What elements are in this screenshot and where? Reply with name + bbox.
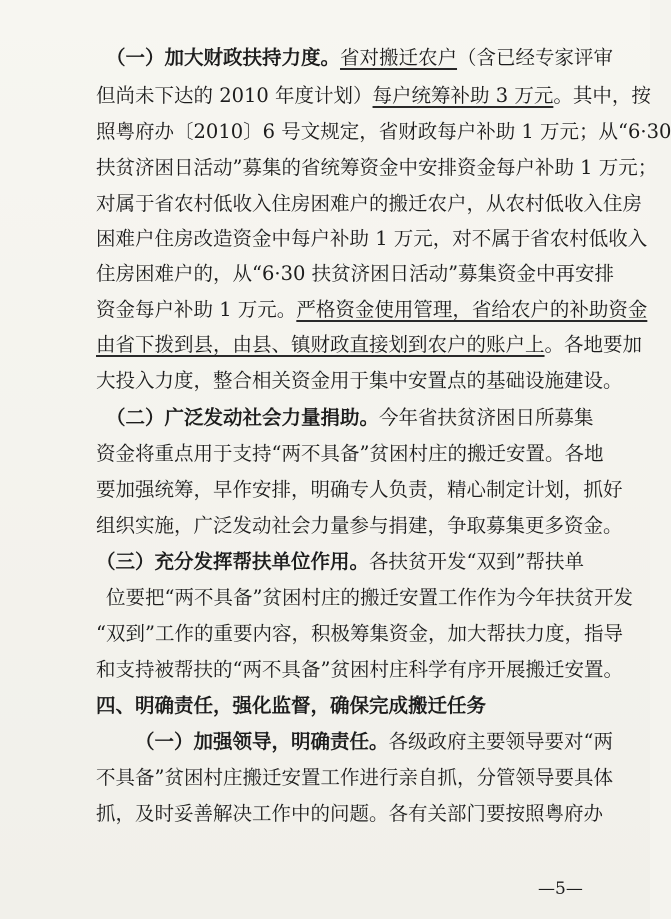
paragraph-line: 大投入力度，整合相关资金用于集中安置点的基础设施建设。 <box>96 369 623 392</box>
underlined-text: 严格资金使用管理，省给农户的补助资金 <box>296 298 648 321</box>
paragraph-line: 扶贫济困日活动”募集的省统筹资金中安排资金每户补助 1 万元； <box>96 156 658 179</box>
underlined-text: 由省下拨到县，由县、镇财政直接划到农户的账户上 <box>96 333 545 356</box>
paragraph-line: 资金每户补助 1 万元。严格资金使用管理，省给农户的补助资金 <box>96 298 648 321</box>
paragraph-line: 困难户住房改造资金中每户补助 1 万元，对不属于省农村低收入 <box>96 227 648 250</box>
paragraph-line: 位要把“两不具备”贫困村庄的搬迁安置工作作为今年扶贫开发 <box>106 586 633 609</box>
paragraph-line: 由省下拨到县，由县、镇财政直接划到农户的账户上。各地要加 <box>96 333 643 356</box>
paragraph-line: 住房困难户的，从“6·30 扶贫济困日活动”募集资金中再安排 <box>96 262 615 285</box>
chapter-heading: 四、明确责任，强化监督，确保完成搬迁任务 <box>96 694 487 717</box>
paragraph-line: 和支持被帮扶的“两不具备”贫困村庄科学有序开展搬迁安置。 <box>96 658 623 681</box>
underlined-text: 每户统筹补助 3 万元 <box>372 84 554 107</box>
paragraph-line: （三）充分发挥帮扶单位作用。各扶贫开发“双到”帮扶单 <box>96 550 584 573</box>
paragraph-line: （一）加大财政扶持力度。省对搬迁农户（含已经专家评审 <box>106 46 614 69</box>
paragraph-line: 组织实施，广泛发动社会力量参与捐建，争取募集更多资金。 <box>96 514 623 537</box>
section-heading: （一）加强领导，明确责任。 <box>135 730 389 753</box>
section-heading: （三）充分发挥帮扶单位作用。 <box>96 550 370 573</box>
paragraph-line: 照粤府办〔2010〕6 号文规定，省财政每户补助 1 万元；从“6·30 <box>96 120 671 143</box>
paragraph-line: 要加强统筹，早作安排，明确专人负责，精心制定计划，抓好 <box>96 478 623 501</box>
paragraph-line: “双到”工作的重要内容，积极筹集资金，加大帮扶力度，指导 <box>96 622 623 645</box>
paragraph-line: 但尚未下达的 2010 年度计划）每户统筹补助 3 万元。其中，按 <box>96 84 651 107</box>
paragraph-line: 对属于省农村低收入住房困难户的搬迁农户，从农村低收入住房 <box>96 192 643 215</box>
underlined-text: 省对搬迁农户 <box>340 46 458 69</box>
paragraph-line: 抓，及时妥善解决工作中的问题。各有关部门要按照粤府办 <box>96 802 604 825</box>
page-number: —5— <box>538 879 583 899</box>
paragraph-line: 不具备”贫困村庄搬迁安置工作进行亲自抓，分管领导要具体 <box>96 766 613 789</box>
section-heading: （一）加大财政扶持力度。 <box>106 46 341 69</box>
paragraph-line: （一）加强领导，明确责任。各级政府主要领导要对“两 <box>135 730 613 753</box>
section-heading: （二）广泛发动社会力量捐助。 <box>106 406 380 429</box>
paragraph-line: （二）广泛发动社会力量捐助。今年省扶贫济困日所募集 <box>106 406 594 429</box>
paragraph-line: 资金将重点用于支持“两不具备”贫困村庄的搬迁安置。各地 <box>96 442 604 465</box>
